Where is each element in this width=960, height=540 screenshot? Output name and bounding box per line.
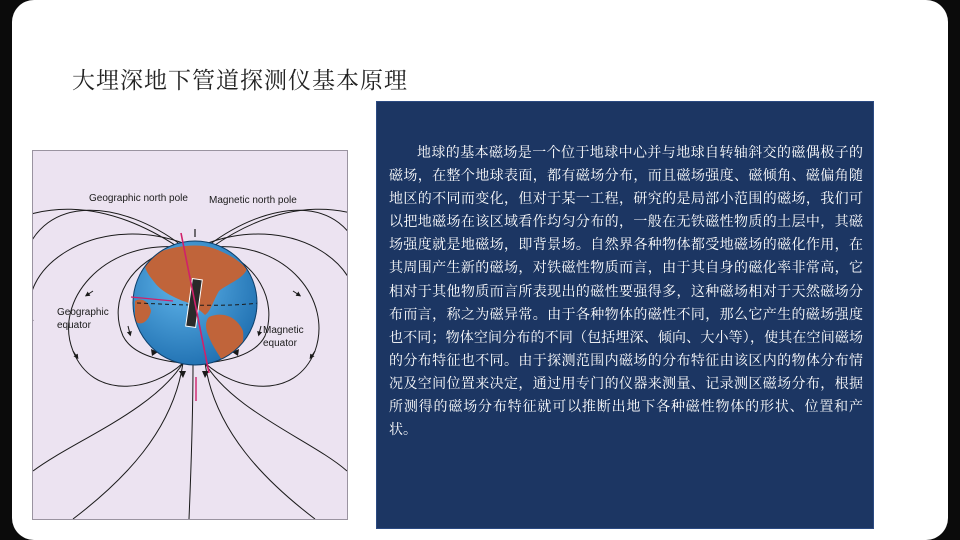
magnetic-field-illustration — [33, 151, 347, 519]
label-magnetic-north-pole: Magnetic north pole — [209, 195, 297, 206]
explanation-text: 地球的基本磁场是一个位于地球中心并与地球自转轴斜交的磁偶极子的磁场，在整个地球表面，都有磁场分布，而且磁场强度、磁倾角、磁偏角随地区的不同而变化，但对于某一工程，研究的是局部小范围的磁场，我们可以把地磁场在该区域看作均匀分布的，一般在无铁磁性物质的土层中，其磁场强度就是地磁场，即背景场。自然界各种物体都受地磁场的磁化作用，在其周围产生新的磁场，对铁磁性物质而言，由于其自身的磁化率非常高，它相对于其他物质而言所表现出的磁性要强得多，这种磁场相对于天然磁场分布而言，称之为磁异常。由于各种物体的磁性不同，那么它产生的磁场强度也不同；物体空间分布的不同（包括埋深、倾向、大小等），使其在空间磁场的分布特征也不同。由于探测范围内磁场的分布特征由该区内的物体分布情况及空间位置来决定，通过用专门的仪器来测量、记录测区磁场分布，根据所测得的磁场分布特征就可以推断出地下各种磁性物体的形状、位置和产状。 — [389, 145, 863, 439]
label-magnetic-equator-2: equator — [263, 338, 297, 349]
label-geographic-north-pole: Geographic north pole — [89, 193, 188, 204]
slide-title: 大埋深地下管道探测仪基本原理 — [72, 68, 408, 94]
label-geographic-equator-2: equator — [57, 320, 91, 331]
slide — [12, 0, 948, 540]
label-geographic-equator-1: Geographic — [57, 307, 109, 318]
label-magnetic-equator-1: Magnetic — [263, 325, 304, 336]
earth-magnetic-field-diagram — [32, 150, 348, 520]
explanation-panel — [376, 101, 874, 529]
